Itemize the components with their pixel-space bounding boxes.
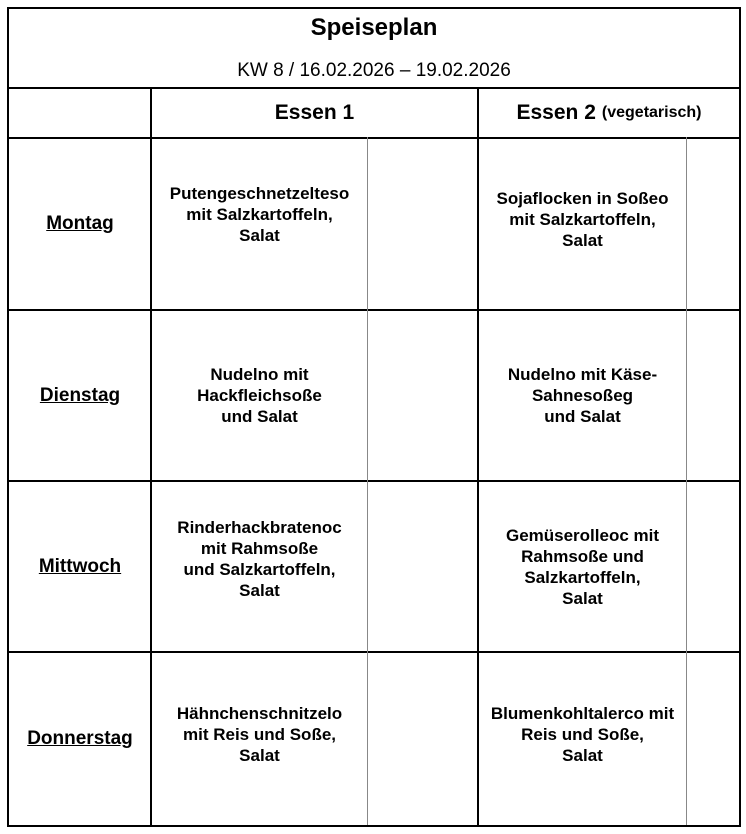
column-header-label: Essen 1 [274, 101, 355, 124]
week-range: KW 8 / 16.02.2026 – 19.02.2026 [237, 60, 511, 81]
divider [367, 137, 368, 825]
meal-essen-1-donnerstag: Hähnchenschnitzelo mit Reis und Soße, Salat [176, 703, 343, 765]
divider [686, 137, 687, 825]
column-header-label: Essen 2 [516, 101, 596, 124]
meal-essen-2-donnerstag: Blumenkohltalerco mit Reis und Soße, Salat [490, 703, 675, 765]
day-label-dienstag: Dienstag [39, 384, 121, 406]
day-label-mittwoch: Mittwoch [38, 555, 122, 577]
meal-essen-1-dienstag: Nudelno mit Hackfleichsoße und Salat [197, 365, 322, 426]
day-label-montag: Montag [46, 213, 114, 234]
column-header-essen-2 [479, 89, 739, 137]
vegetarian-note: (vegetarisch) [601, 104, 702, 121]
meal-essen-2-dienstag: Nudelno mit Käse- Sahnesoßeg und Salat [507, 365, 658, 426]
meal-essen-2-montag: Sojaflocken in Soßeo mit Salzkartoffeln, Salat [496, 188, 669, 250]
day-label-donnerstag: Donnerstag [27, 728, 133, 749]
menu-table [7, 7, 741, 827]
meal-essen-1-montag: Putengeschnetzelteso mit Salzkartoffeln, Salat [169, 183, 350, 245]
meal-essen-2-mittwoch: Gemüserolleoc mit Rahmsoße und Salzkartoffeln, Salat [505, 525, 660, 608]
meal-essen-1-mittwoch: Rinderhackbratenoc mit Rahmsoße und Salzkartoffeln, Salat [177, 518, 342, 600]
column-header-essen-1 [152, 89, 477, 137]
page-title: Speiseplan [310, 14, 438, 41]
